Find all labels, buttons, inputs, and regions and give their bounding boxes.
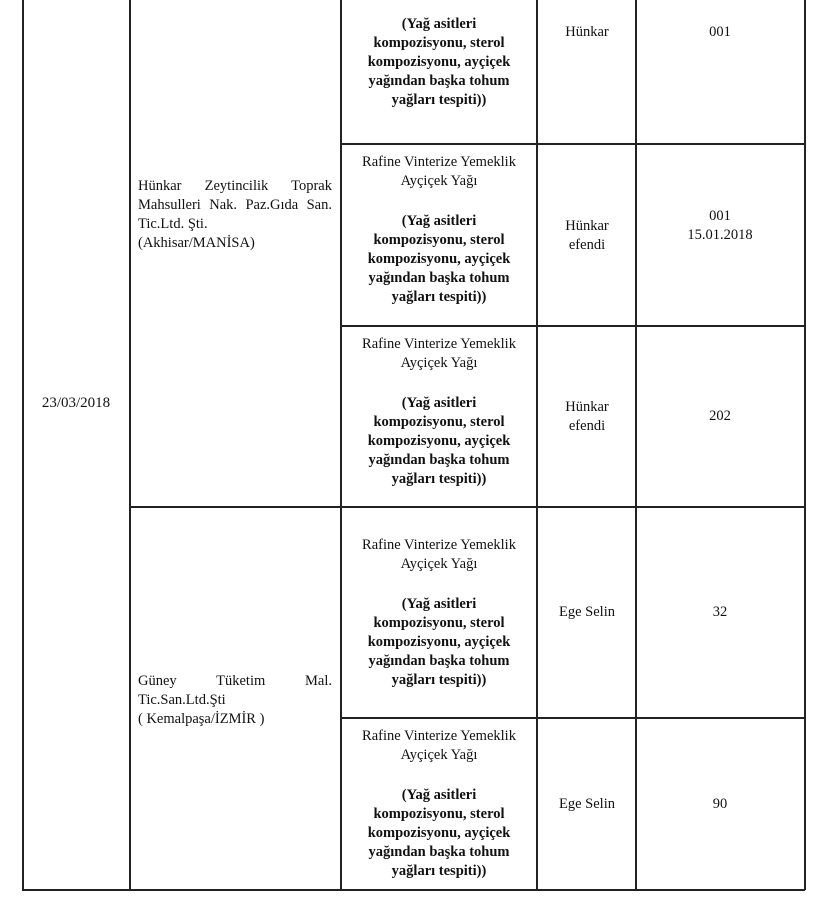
batch-cell	[636, 23, 804, 42]
detail-line: kompozisyonu, ayçiçek	[367, 433, 511, 449]
product-cell	[342, 727, 536, 881]
table-divider-brand	[635, 0, 637, 890]
detail-line: yağları tespiti))	[391, 672, 487, 688]
product-cell	[342, 15, 536, 110]
product-cell	[342, 536, 536, 690]
batch-line: 32	[712, 604, 728, 620]
brand-line: Hünkar	[565, 218, 609, 234]
batch-cell	[636, 207, 804, 245]
detail-line: (Yağ asitleri	[401, 596, 477, 612]
brand-line: efendi	[568, 418, 606, 434]
detail-line: yağından başka tohum	[368, 844, 510, 860]
row-divider	[340, 717, 805, 719]
detail-line: yağından başka tohum	[368, 452, 510, 468]
table-divider-product	[536, 0, 538, 890]
brand-cell	[538, 795, 636, 814]
row-divider	[340, 325, 805, 327]
detail-line: kompozisyonu, ayçiçek	[367, 825, 511, 841]
brand-cell	[538, 603, 636, 622]
brand-cell	[538, 217, 636, 255]
batch-line: 15.01.2018	[687, 227, 753, 243]
detail-line: yağından başka tohum	[368, 653, 510, 669]
table-divider-date	[129, 0, 131, 890]
product-name: Rafine Vinterize Yemeklik Ayçiçek Yağı	[362, 336, 516, 371]
brand-line: Hünkar	[565, 399, 609, 415]
detail-line: yağları tespiti))	[391, 471, 487, 487]
detail-line: yağları tespiti))	[391, 289, 487, 305]
product-cell	[342, 335, 536, 489]
detail-line: kompozisyonu, sterol	[373, 414, 505, 430]
batch-line: 90	[712, 796, 728, 812]
batch-cell	[636, 407, 804, 426]
batch-line: 001	[709, 24, 731, 40]
detail-line: kompozisyonu, sterol	[373, 232, 505, 248]
brand-line: Hünkar	[565, 24, 609, 40]
brand-line: Ege Selin	[559, 604, 615, 620]
detail-line: yağından başka tohum	[368, 73, 510, 89]
batch-cell	[636, 603, 804, 622]
product-name: Rafine Vinterize Yemeklik Ayçiçek Yağı	[362, 154, 516, 189]
detail-line: (Yağ asitleri	[401, 16, 477, 32]
brand-cell	[538, 23, 636, 42]
batch-line: 202	[709, 408, 731, 424]
company-name: Hünkar Zeytincilik Toprak Mahsulleri Nak. Paz.Gıda San. Tic.Ltd. Şti.	[138, 178, 332, 232]
company-location: (Akhisar/MANİSA)	[138, 235, 255, 251]
batch-cell	[636, 795, 804, 814]
detail-line: (Yağ asitleri	[401, 213, 477, 229]
detail-line: (Yağ asitleri	[401, 395, 477, 411]
product-name: Rafine Vinterize Yemeklik Ayçiçek Yağı	[362, 728, 516, 763]
detail-line: kompozisyonu, sterol	[373, 806, 505, 822]
detail-line: kompozisyonu, sterol	[373, 35, 505, 51]
date-cell: 23/03/2018	[41, 395, 111, 411]
detail-line: kompozisyonu, ayçiçek	[367, 54, 511, 70]
brand-line: Ege Selin	[559, 796, 615, 812]
table-border-left	[22, 0, 24, 890]
product-name: Rafine Vinterize Yemeklik Ayçiçek Yağı	[362, 537, 516, 572]
table-border-right	[804, 0, 806, 890]
row-divider	[340, 143, 805, 145]
table-border-bottom	[22, 889, 805, 891]
company-name: Güney Tüketim Mal. Tic.San.Ltd.Şti	[138, 673, 332, 708]
batch-line: 001	[709, 208, 731, 224]
detail-line: kompozisyonu, ayçiçek	[367, 251, 511, 267]
detail-line: kompozisyonu, sterol	[373, 615, 505, 631]
brand-cell	[538, 398, 636, 436]
product-cell	[342, 153, 536, 307]
detail-line: yağları tespiti))	[391, 863, 487, 879]
detail-line: kompozisyonu, ayçiçek	[367, 634, 511, 650]
company-cell	[138, 672, 332, 729]
company-location: ( Kemalpaşa/İZMİR )	[138, 711, 265, 727]
detail-line: (Yağ asitleri	[401, 787, 477, 803]
detail-line: yağından başka tohum	[368, 270, 510, 286]
detail-line: yağları tespiti))	[391, 92, 487, 108]
brand-line: efendi	[568, 237, 606, 253]
company-cell	[138, 177, 332, 253]
row-divider	[129, 506, 805, 508]
